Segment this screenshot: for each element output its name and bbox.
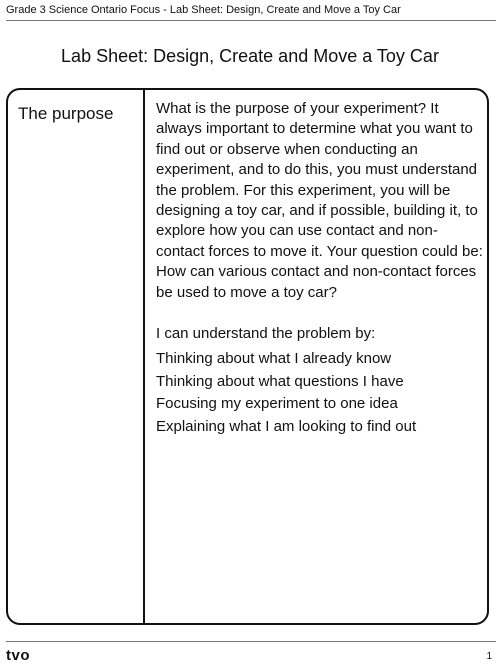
running-header: Grade 3 Science Ontario Focus - Lab Sheet: Design, Create and Move a Toy Car — [6, 4, 401, 16]
list-item: Focusing my experiment to one idea — [156, 395, 398, 413]
criteria-subheading: I can understand the problem by: — [156, 325, 376, 343]
purpose-paragraph: What is the purpose of your experiment? It always important to determine what you want to find out or observe when conducting an experiment, and to do this, you must understand the problem. For this experiment, you will be designing a toy car, and if possible, building it, to explore how you can use contact and non-contact forces to move it. Your question could be: How can various contact and non-contact forces be used to move a toy car? — [156, 100, 483, 301]
section-label: The purpose — [18, 104, 114, 123]
list-item: Thinking about what questions I have — [156, 372, 404, 390]
footer-divider — [6, 641, 496, 642]
page-number: 1 — [486, 651, 492, 662]
purpose-table — [6, 88, 489, 625]
header-divider — [6, 20, 496, 21]
list-item: Thinking about what I already know — [156, 350, 392, 368]
column-divider — [143, 90, 145, 623]
criteria-list — [156, 348, 486, 438]
tvo-logo: tvo — [6, 647, 30, 664]
section-content — [156, 99, 486, 438]
list-item: Explaining what I am looking to find out — [156, 417, 417, 435]
page-title: Lab Sheet: Design, Create and Move a Toy Car — [61, 46, 439, 66]
